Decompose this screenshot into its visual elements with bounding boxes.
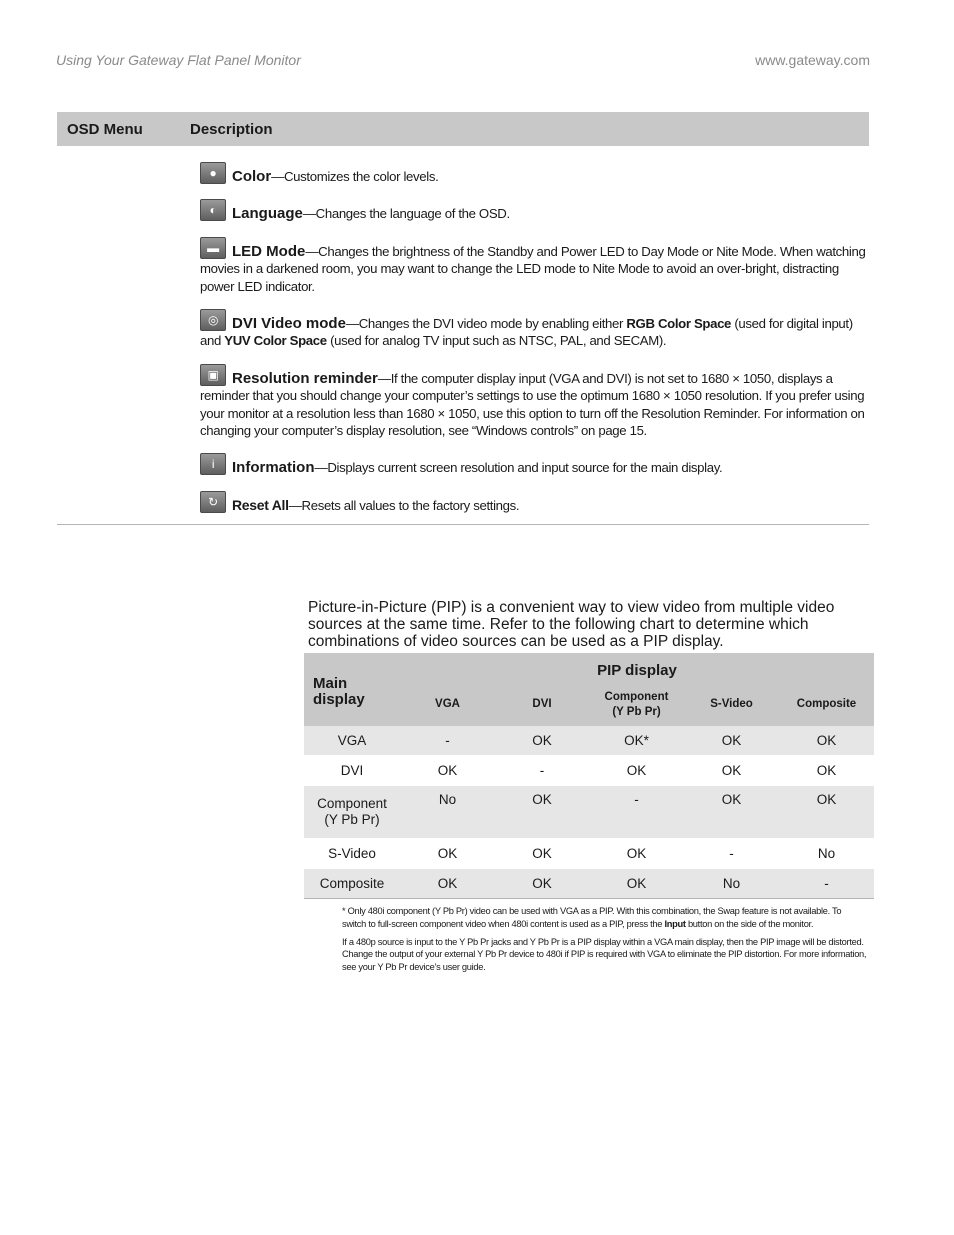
table-cell: No — [779, 839, 874, 869]
entry-term: Resolution reminder — [232, 369, 378, 387]
entry-text: (used for digital input) and — [200, 316, 853, 349]
input-button-label: Input — [664, 918, 686, 929]
table-row — [304, 756, 874, 786]
osd-menu-column-header: OSD Menu — [67, 120, 143, 138]
table-row — [304, 726, 874, 756]
running-header-title: Using Your Gateway Flat Panel Monitor — [56, 52, 301, 68]
table-cell: OK — [495, 869, 589, 899]
table-cell: - — [779, 869, 874, 899]
entry-bold: RGB Color Space — [626, 316, 732, 332]
osd-entry-reset-all — [200, 491, 869, 514]
entry-bold: YUV Color Space — [224, 333, 327, 349]
running-header-url: www.gateway.com — [755, 52, 870, 68]
table-cell: OK — [589, 756, 684, 786]
pip-compatibility-table — [304, 653, 874, 899]
osd-table-header — [57, 112, 869, 146]
pip-footnotes — [342, 905, 867, 979]
osd-entry-led-mode — [200, 237, 869, 295]
table-cell: OK — [684, 786, 779, 839]
column-header: VGA — [435, 698, 460, 710]
column-header — [589, 683, 684, 726]
entry-term: Color — [232, 168, 272, 185]
description-column-header: Description — [190, 120, 273, 138]
table-row — [304, 869, 874, 899]
table-cell: OK — [400, 869, 495, 899]
pip-display-header: PIP display — [597, 661, 677, 679]
table-cell: OK — [684, 726, 779, 756]
column-header-text: Component (Y Pb Pr) — [604, 690, 669, 718]
main-display-label: Main display — [313, 674, 365, 708]
entry-text: —Changes the language of the OSD. — [302, 206, 510, 222]
pip-table-title-row — [304, 653, 874, 683]
table-cell: OK — [779, 726, 874, 756]
table-cell: OK — [495, 786, 589, 839]
row-main-cell: DVI — [304, 756, 400, 786]
table-cell: - — [400, 726, 495, 756]
entry-term: Reset All — [232, 496, 289, 513]
row-main-cell: VGA — [304, 726, 400, 756]
entry-text: (used for analog TV input such as NTSC, PAL, and SECAM). — [326, 333, 667, 349]
table-cell: OK — [779, 786, 874, 839]
table-row — [304, 786, 874, 839]
table-cell: OK — [400, 756, 495, 786]
osd-entry-information — [200, 453, 869, 476]
entry-text: —Resets all values to the factory settings. — [288, 497, 520, 513]
entry-term: Information — [232, 459, 315, 477]
table-cell: No — [684, 869, 779, 899]
table-cell: - — [589, 786, 684, 839]
row-main-cell: S-Video — [304, 839, 400, 869]
dvi-video-mode-icon: ◎ — [200, 309, 226, 331]
table-cell: OK* — [589, 726, 684, 756]
entry-text: —Displays current screen resolution and input source for the main display. — [314, 460, 723, 476]
row-main-cell — [304, 786, 400, 839]
row-main-cell: Composite — [304, 869, 400, 899]
table-cell: - — [495, 756, 589, 786]
osd-table-body — [57, 146, 869, 525]
footnote-text: button on the side of the monitor. — [685, 918, 814, 929]
language-icon: ◐ — [200, 199, 226, 221]
entry-text: —If the computer display input (VGA and DVI) is not set to 1680 × 1050, displays a reminder that you should change your computer’s settings to use the optimum 1680 × 1050 resolution. If you prefer using your monitor at a resolution less than 1680 × 1050, use this option to turn off the Resolution Reminder. For information on changing your computer’s display resolution, see “Windows controls” on page 15. — [200, 370, 865, 439]
table-cell: No — [400, 786, 495, 839]
table-cell: OK — [684, 756, 779, 786]
osd-entry-language — [200, 199, 869, 222]
footnote-asterisk — [342, 905, 867, 931]
osd-entry-dvi-video-mode — [200, 309, 869, 350]
osd-menu-table — [57, 112, 869, 525]
column-header: DVI — [532, 698, 552, 710]
table-cell: OK — [495, 726, 589, 756]
table-cell: OK — [589, 869, 684, 899]
pip-intro-paragraph: Picture-in-Picture (PIP) is a convenient way to view video from multiple video sources at the same time. Refer to the following chart to determine which combinations of video sources can be used as a PIP display. — [308, 598, 835, 651]
column-header: S-Video — [710, 698, 753, 710]
table-row — [304, 839, 874, 869]
footnote-text: * Only 480i component (Y Pb Pr) video can be used with VGA as a PIP. With this combination, the Swap feature is not available. To switch to full-screen component video when 480i content is used as a PIP, press the — [342, 906, 842, 929]
table-cell: OK — [589, 839, 684, 869]
led-mode-icon: ▬ — [200, 237, 226, 259]
osd-entry-color — [200, 162, 869, 185]
entry-term: LED Mode — [232, 242, 306, 260]
osd-entry-resolution-reminder — [200, 364, 869, 440]
entry-term: DVI Video mode — [232, 315, 346, 333]
table-cell: - — [684, 839, 779, 869]
entry-term: Language — [232, 205, 303, 223]
reset-all-icon: ↻ — [200, 491, 226, 513]
entry-text: —Changes the brightness of the Standby and Power LED to Day Mode or Nite Mode. When watching movies in a darkened room, you may want to change the LED mode to Nite Mode to avoid an over-bright, distracting power LED indicator. — [200, 243, 866, 294]
entry-text: —Changes the DVI video mode by enabling either — [345, 316, 627, 332]
column-header: Composite — [796, 698, 857, 710]
information-icon: i — [200, 453, 226, 475]
entry-text: —Customizes the color levels. — [271, 169, 439, 184]
table-cell: OK — [495, 839, 589, 869]
main-display-header — [304, 653, 400, 726]
resolution-reminder-icon: ▣ — [200, 364, 226, 386]
footnote-480p: If a 480p source is input to the Y Pb Pr jacks and Y Pb Pr is a PIP display within a VGA main display, then the PIP image will be distorted. Change the output of your external Y Pb Pr device to 480i if PIP is required with VGA to eliminate the PIP distortion. For more information, see your Y Pb Pr device’s user guide. — [342, 936, 867, 973]
table-cell: OK — [400, 839, 495, 869]
table-cell: OK — [779, 756, 874, 786]
color-icon: ● — [200, 162, 226, 184]
row-main-text: Component (Y Pb Pr) — [317, 796, 387, 827]
